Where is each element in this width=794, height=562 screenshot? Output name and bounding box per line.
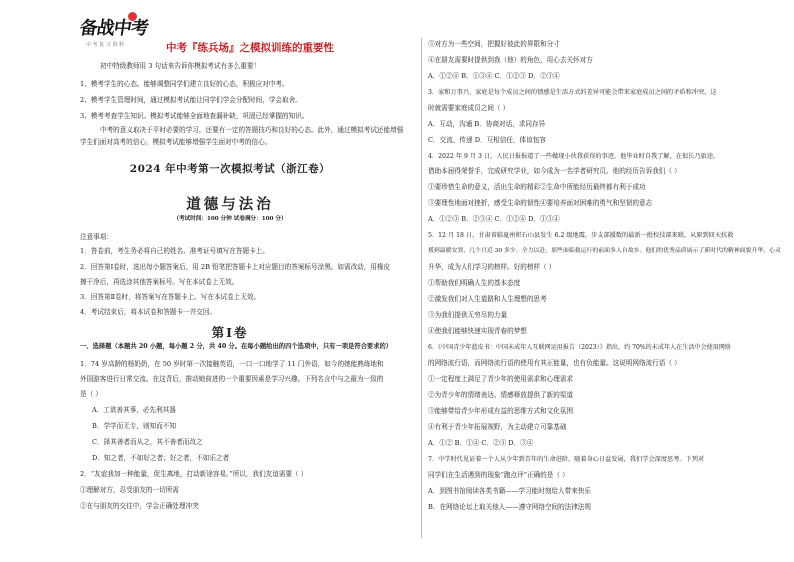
intro-paragraph: 初中特级教师用 3 句话来告诉你模拟考试有多么重要！: [100, 62, 261, 70]
option-line: A．工欲善其事，必先利其器: [92, 406, 176, 414]
answer-choices: C．交流，传递 D．互相信任，体谅包容: [428, 136, 546, 144]
question-line: 援到温暖安置，几个月近 30 多少，全力以赴，那些面临救运行的前面多人自故乡。他们的优秀品质展示了新时代的精神面貌升华，心灵: [428, 248, 781, 254]
answer-choices: A．互动，沟通 B．协商对话，求同存异: [428, 120, 546, 128]
column-divider: [421, 38, 422, 538]
section-title: 第Ⅰ卷: [211, 325, 249, 340]
answer-choices: A．①②④ B．①③④ C．①②③ D．②③④: [428, 72, 560, 80]
question-line: 4．2022 年 9 月 3 日，人民日报报道了一些做现小伙我获得的事迹，他毕业时自我了解，在很长乃旅途，: [428, 153, 720, 160]
exam-meta: （考试时间：100 分钟 试卷满分：100 分）: [173, 216, 287, 222]
intro-point: 2、模考学生管理时间，通过模拟考试能让同学们学会分配时间，学会取舍。: [80, 96, 302, 104]
option-line: ①理解对方，忍受朋友的一切所需: [80, 486, 179, 494]
question-line: 是（ ）: [80, 390, 102, 398]
section-instruction: 一、选择题（本题共 20 小题，每小题 2 分，共 40 分。在每小题给出的四个选项中，只有一项是符合要求的）: [80, 343, 393, 350]
option-line: ①帮助我们明确人生的基本态度: [428, 279, 521, 287]
left-column: [80, 0, 420, 562]
banner-title: 中考『练兵场』之模拟训练的重要性: [166, 42, 334, 54]
question-line: 的网络流行语，而网络流行语的使用有其正能量，也有负能量。这说明网络流行语（ ）: [428, 359, 681, 367]
option-line: ③对方为一些空间，把握好彼此的界限和分寸: [428, 40, 560, 48]
question-line: 2．“友谊我加一种能量，促生离地，打动新途容易。”所以，我们友谊需要（ ）: [80, 470, 308, 478]
question-line: 7．中学时代见证着一个人从少年到青年的生命进阶，随着身心日益发展，我们学会深度思考。下列对: [428, 456, 705, 463]
option-line: ③为我们提供无穷尽的力量: [428, 311, 508, 319]
logo-text: 备战中考: [78, 18, 150, 39]
option-line: ②激发我们对人生道路和人生理想的思考: [428, 295, 547, 303]
answer-choices: A．①② B．①④ C．②③ D．③④: [428, 439, 534, 447]
question-line: 外国游客进行日常交流。在这背后，推动她前进的一个重要因素是学习兴趣。下列名言中与之最为一致的: [80, 375, 384, 383]
notes-heading: 注意事项：: [80, 233, 113, 241]
option-line: ①一定程度上满足了青少年的使用需求和心理需求: [428, 375, 574, 383]
note-line: 4．考试结束后，将本试卷和答题卡一并交回。: [80, 308, 217, 316]
question-line: 5．12 月 18 日，甘肃省临夏州积石山县发生 6.2 级地震，步支部援数的最新一批校技部来联，从原到回天抗救: [428, 232, 734, 239]
question-line: 1．74 岁高龄的杨奶奶，在 50 岁时第一次接触英语，一口一口地学了 11 门外语，如今的她能熟练地和: [80, 360, 384, 368]
option-line: D．知之者，不如好之者；好之者，不如乐之者: [92, 454, 230, 462]
note-line: 3．回答第Ⅱ卷时，将答案写在答题卡上。写在本试卷上无效。: [80, 293, 261, 301]
option-line: B．在网络论坛上取关他人——遵守网络空间的法律法规: [428, 503, 592, 511]
option-line: ④使我们能够快速实现青春的梦想: [428, 327, 527, 335]
option-line: ④有利于青少年拓展视野，为主动建立可靠基础: [428, 423, 567, 431]
answer-choices: A．①②③ B．②③④ C．①②④ D．①③④: [428, 215, 560, 223]
logo: [80, 14, 150, 54]
intro-point: 1、模考学生的心态。能够调整同学们建立良好的心态，积极应对中考。: [80, 80, 289, 88]
option-line: B．学学而无专，则知而不知: [92, 422, 176, 430]
option-line: A．到图书馆阅读各类书籍——学习能时刻给人带来快乐: [428, 487, 592, 495]
option-line: C．择其善者而从之，其不善者而改之: [92, 438, 203, 446]
option-line: ②为青少年的情绪表达、情感释放提供了新的渠道: [428, 391, 574, 399]
question-line: 6．《中国青少年蓝皮书：中国未成年人互联网运用报告（2023）》指出，约 70%的未成年人在生活中会使用网络: [428, 344, 731, 351]
option-line: ②在与朋友的交往中，学会正确处理冲突: [80, 502, 199, 510]
option-line: ①要珍惜生命的意义，活出生命的精彩②生命中所能经历最终都有利于成功: [428, 183, 646, 191]
option-line: ④在朋友需要时提供到我（他）的角色，用心去关怀对方: [428, 56, 593, 64]
note-line: 1．答卷前，考生务必将自己的姓名、准考证号填写在答题卡上。: [80, 247, 269, 255]
intro-point: 3、模考考查学生知识。模拟考试能够全面地查漏补缺，巩固已经掌握的知识。: [80, 112, 309, 120]
right-column: [428, 0, 790, 562]
note-line: 擦干净后，再选涂其他答案标号。写在本试卷上无效。: [80, 278, 239, 286]
logo-subtitle: 中 考 复 习 资 料: [86, 42, 124, 48]
exam-title: 2024 年中考第一次模拟考试（浙江卷）: [129, 163, 331, 175]
subject-title: 道德与法治: [186, 196, 274, 213]
note-line: 2．回答第Ⅰ卷时，选出每小题答案后，用 2B 铅笔把答题卡上对应题目的答案标号涂黑。如需改动，用橡皮: [80, 263, 391, 271]
option-line: ③要理性地面对挫折，感受生命的韧性④要培养面对困难的勇气和坚韧的意志: [428, 199, 653, 207]
question-line: 3．家和万事兴，家庭是每个成员之间的情感是生活方式的差异可能会带来家庭成员之间的矛盾和冲突，这: [428, 89, 717, 96]
question-line: 借助本届得荣誉手，完成研究学业，如今成为一名学者研究员。他的经历告诉我们（ ）: [428, 167, 681, 175]
option-line: ③能够带给青少年形成有益的思维方式和文化氛围: [428, 407, 574, 415]
question-line: 同学们在生活遇到的现象“跑点评”正确的是（ ）: [428, 471, 569, 479]
intro-paragraph-line: 学生们面对高考的信心，模拟考试能够增强学生面对中考的信心。: [80, 138, 272, 146]
question-line: 时就需要家庭成员之间（ ）: [428, 104, 510, 112]
intro-paragraph-line: 中考的意义取决于平时必要的学习，还要有一定的答题技巧和良好的心态。此外，通过模拟考试还能增强: [100, 126, 404, 134]
question-line: 升华，成为人们学习的榜样。好的榜样（ ）: [428, 263, 556, 271]
